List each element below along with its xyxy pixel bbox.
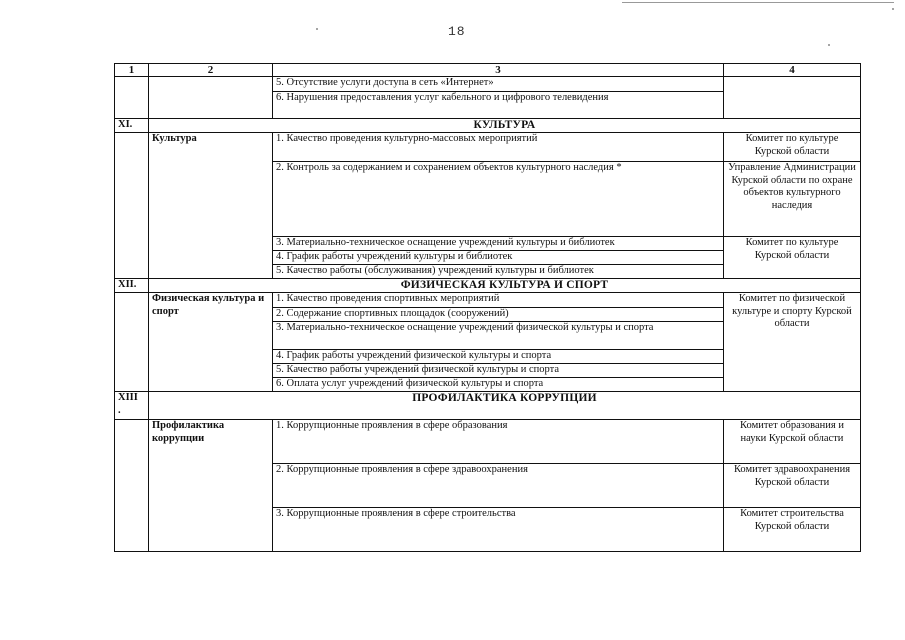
- table-row: [115, 293, 861, 308]
- number-cell: [115, 420, 149, 552]
- topic-item: 5. Отсутствие услуги доступа в сеть «Интернет»: [273, 77, 724, 92]
- number-cell: [115, 133, 149, 279]
- department-cell: Комитет здравоохранения Курской области: [724, 464, 861, 508]
- section-number: [115, 392, 149, 420]
- section-heading-row: [115, 119, 861, 133]
- section-number-text: XIII: [118, 392, 138, 403]
- column-header-2: 2: [149, 64, 273, 77]
- section-title: ФИЗИЧЕСКАЯ КУЛЬТУРА И СПОРТ: [149, 279, 861, 293]
- topic-item: 4. График работы учреждений физической культуры и спорта: [273, 350, 724, 364]
- column-header-1: 1: [115, 64, 149, 77]
- department-cell: Комитет по культуре Курской области: [724, 133, 861, 162]
- section-heading-row: [115, 279, 861, 293]
- scan-speck: [828, 44, 830, 46]
- column-header-4: 4: [724, 64, 861, 77]
- number-cell: [115, 293, 149, 392]
- topic-item: 1. Коррупционные проявления в сфере образования: [273, 420, 724, 464]
- table-row: [115, 133, 861, 162]
- topic-item: 3. Материально-техническое оснащение учреждений культуры и библиотек: [273, 237, 724, 251]
- topic-item: 5. Качество работы учреждений физической культуры и спорта: [273, 364, 724, 378]
- section-number: XI.: [115, 119, 149, 133]
- department-cell: Комитет образования и науки Курской области: [724, 420, 861, 464]
- department-cell: Комитет строительства Курской области: [724, 508, 861, 552]
- department-cell: Комитет по физической культуре и спорту Курской области: [724, 293, 861, 392]
- category-cell: Физическая культура и спорт: [149, 293, 273, 392]
- page-number: 18: [448, 24, 466, 39]
- department-cell: Комитет по культуре Курской области: [724, 237, 861, 279]
- section-title: КУЛЬТУРА: [149, 119, 861, 133]
- topic-item: 3. Коррупционные проявления в сфере строительства: [273, 508, 724, 552]
- column-header-row: [115, 64, 861, 77]
- section-heading-row: [115, 392, 861, 420]
- table-row: [115, 77, 861, 92]
- topic-item: 1. Качество проведения спортивных мероприятий: [273, 293, 724, 308]
- category-cell: Культура: [149, 133, 273, 279]
- section-title: ПРОФИЛАКТИКА КОРРУПЦИИ: [149, 392, 861, 420]
- topic-item: 6. Нарушения предоставления услуг кабельного и цифрового телевидения: [273, 92, 724, 119]
- category-cell: [149, 77, 273, 119]
- scan-edge-line: [622, 2, 894, 3]
- table-row: [115, 420, 861, 464]
- department-cell: [724, 77, 861, 119]
- appeals-topics-table: [114, 63, 861, 552]
- section-number-suffix: .: [118, 404, 121, 416]
- section-number: XII.: [115, 279, 149, 293]
- topic-item: 2. Содержание спортивных площадок (сооружений): [273, 308, 724, 322]
- topic-item: 3. Материально-техническое оснащение учреждений физической культуры и спорта: [273, 322, 724, 350]
- category-cell: Профилактика коррупции: [149, 420, 273, 552]
- topic-item: 5. Качество работы (обслуживания) учреждений культуры и библиотек: [273, 265, 724, 279]
- topic-item: 1. Качество проведения культурно-массовых мероприятий: [273, 133, 724, 162]
- topic-item: 4. График работы учреждений культуры и библиотек: [273, 251, 724, 265]
- topic-item: 2. Контроль за содержанием и сохранением объектов культурного наследия *: [273, 162, 724, 237]
- number-cell: [115, 77, 149, 119]
- column-header-3: 3: [273, 64, 724, 77]
- topic-item: 6. Оплата услуг учреждений физической культуры и спорта: [273, 378, 724, 392]
- department-cell: Управление Администрации Курской области по охране объектов культурного наследия: [724, 162, 861, 237]
- scan-speck: [316, 28, 318, 30]
- topic-item: 2. Коррупционные проявления в сфере здравоохранения: [273, 464, 724, 508]
- scan-speck: [892, 8, 894, 10]
